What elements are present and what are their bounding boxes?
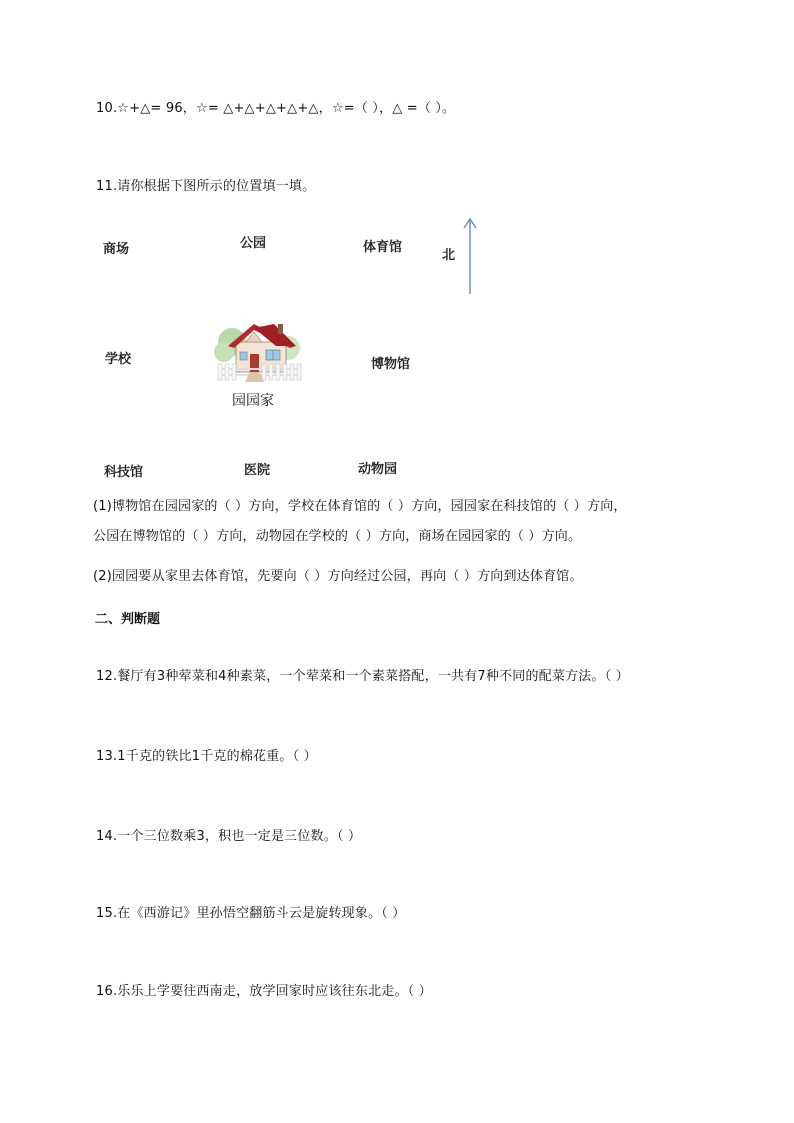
section-heading: 二、判断题 xyxy=(95,612,161,627)
question-12: 12.餐厅有3种荤菜和4种素菜，一个荤菜和一个素菜搭配，一共有7种不同的配菜方法。（ ） xyxy=(96,669,629,684)
map-label-science-museum: 科技馆 xyxy=(104,465,144,480)
question-11-part2: (2)园园要从家里去体育馆，先要向（ ）方向经过公园，再向（ ）方向到达体育馆。 xyxy=(93,569,583,584)
map-label-north: 北 xyxy=(442,248,456,263)
map-label-school: 学校 xyxy=(105,352,132,367)
question-11-prompt: 11.请你根据下图所示的位置填一填。 xyxy=(96,179,316,194)
north-arrow-icon xyxy=(462,216,478,296)
map-label-zoo: 动物园 xyxy=(358,462,398,477)
question-16: 16.乐乐上学要往西南走，放学回家时应该往东北走。（ ） xyxy=(96,984,432,999)
question-11-part1-line2: 公园在博物馆的（ ）方向，动物园在学校的（ ）方向，商场在园园家的（ ）方向。 xyxy=(93,529,582,544)
question-13: 13.1千克的铁比1千克的棉花重。（ ） xyxy=(96,749,317,764)
question-15: 15.在《西游记》里孙悟空翻筋斗云是旋转现象。（ ） xyxy=(96,906,406,921)
map-label-park: 公园 xyxy=(240,236,267,251)
map-label-museum: 博物馆 xyxy=(371,357,411,372)
question-14: 14.一个三位数乘3，积也一定是三位数。（ ） xyxy=(96,829,362,844)
map-label-home: 园园家 xyxy=(232,393,274,409)
question-11-part1-line1: (1)博物馆在园园家的（ ）方向，学校在体育馆的（ ）方向，园园家在科技馆的（ ）方向， xyxy=(93,499,627,514)
map-label-gym: 体育馆 xyxy=(363,240,403,255)
question-10: 10.☆+△= 96，☆= △+△+△+△+△，☆=（ ），△ =（ ）。 xyxy=(96,101,456,116)
map-label-mall: 商场 xyxy=(103,242,130,257)
map-label-hospital: 医院 xyxy=(244,463,271,478)
house-icon xyxy=(214,318,304,382)
